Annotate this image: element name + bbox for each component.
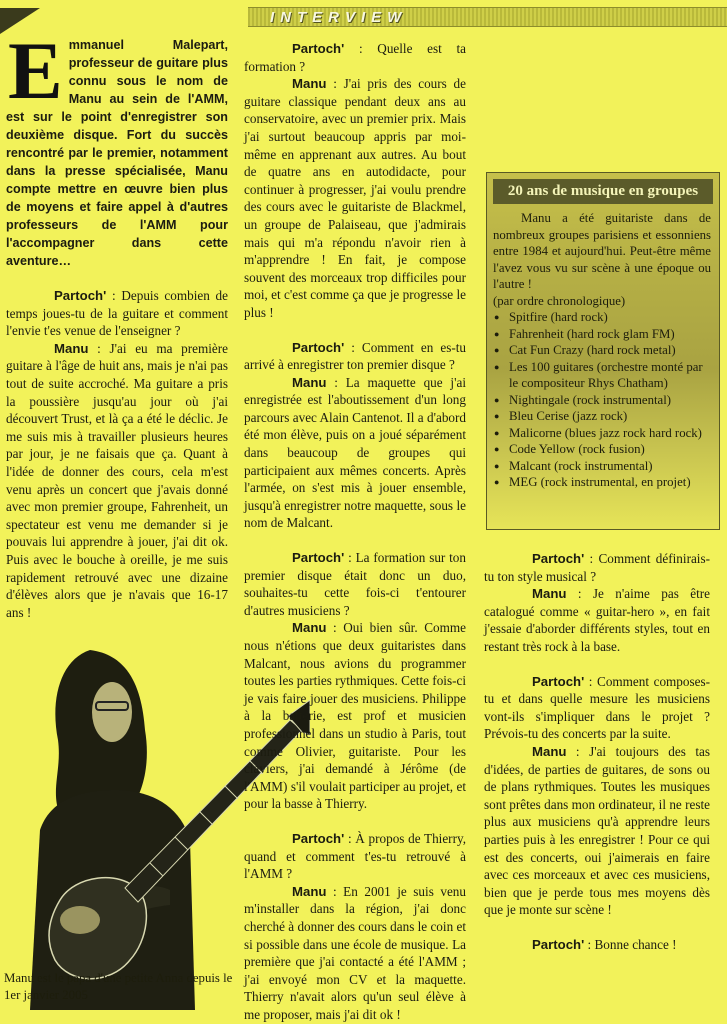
question: Partoch' : Comment définirais-tu ton style musical ? (484, 551, 710, 584)
list-item: ● MEG (rock instrumental, en projet) (493, 474, 711, 491)
answer: Manu : Je n'aime pas être catalogué comme « guitar-hero », en fait j'essaie d'aborder différents styles, tout en restant très rock à la base. (484, 586, 710, 654)
list-item: ● Bleu Cerise (jazz rock) (493, 408, 711, 425)
answer: Manu : En 2001 je suis venu m'installer dans la région, j'ai donc cherché à donner des cours dans le coin et si possible dans une école de musique. La première que j'ai contacté a été l'AMM ; j'ai envoyé mon CV et la maquette. Thierry n'avait alors qu'un seul élève à me proposer, mais j'ai dit ok ! (244, 883, 466, 1022)
question: Partoch' : Quelle est ta formation ? (244, 41, 466, 74)
list-item: ● Malicorne (blues jazz rock hard rock) (493, 425, 711, 442)
list-item: ● Fahrenheit (hard rock glam FM) (493, 326, 711, 343)
speaker: Partoch' (54, 288, 107, 303)
closing-line: Partoch' : Bonne chance ! (532, 936, 677, 952)
photo-caption: Manu est le papa d'une petite Anna depuis le 1er janvier 2005 (4, 971, 233, 1002)
question: Partoch' : Comment composes-tu et dans quelle mesure les musiciens vont-ils s'impliquer dans le projet ? Prévois-tu des concerts par la suite. (484, 673, 710, 742)
question: Partoch' : À propos de Thierry, quand et comment t'es-tu retrouvé à l'AMM ? (244, 830, 466, 882)
question: Partoch' : La formation sur ton premier disque était donc un duo, souhaites-tu cette fois-ci t'entourer d'autres musiciens ? (244, 550, 466, 618)
sidebar-intro: Manu a été guitariste dans de nombreux groupes parisiens et essonniens entre 1984 et aujourd'hui. Peut-être même l'avez vous vu sur scène à une époque ou l'autre ! (493, 211, 711, 291)
section-header (0, 4, 727, 28)
list-item: ● Les 100 guitares (orchestre monté par le compositeur Rhys Chatham) (493, 359, 711, 392)
intro-text: mmanuel Malepart, professeur de guitare plus connu sous le nom de Manu au sein de l'AMM, est sur le point d'enregistrer son deuxième disque. Fort du succès rencontré par le premier, notamment dans la presse spécialisée, Manu compte mettre en œuvre bien plus de moyens et faire appel à d'autres professeurs de l'AMM pour l'accompagner dans cette aventure… (6, 38, 228, 268)
speaker: Manu (54, 340, 89, 356)
sidebar-title: 20 ans de musique en groupes (493, 179, 713, 204)
question: Partoch' : Comment en es-tu arrivé à enregistrer ton premier disque ? (244, 339, 466, 373)
answer: Manu : La maquette que j'ai enregistrée est l'aboutissement d'un long parcours avec Alain Cantenot. Il a d'abord été mon élève, puis on a joué séparément dans beaucoup de groupes qui participaient aux mêmes concerts. Après l'armée, on s'est mis à jouer ensemble, jusqu'à enregistrer notre maquette, sous le nom de Malcant. (244, 374, 466, 531)
answer: Manu : J'ai eu ma première guitare à l'âge de huit ans, mais je n'ai pas tout de suite accroché. Ma guitare a pris la poussière jusqu'au jour où j'ai découvert Trust, et là ça a été le déclic. Je me suis mis à travailler plusieurs heures par jour, je ne faisais que ça. Quant à l'idée de donner des cours, cela m'est venu après un concert que j'avais donné avec mon premier groupe, Fahrenheit, un spectateur est venu me demander si je pouvais lui apprendre à jouer, j'ai dit ok. Puis avec le bouche à oreille, je me suis rapidement retrouvé avec une dizaine d'élèves alors que je n'avais que 16-17 ans ! (6, 340, 228, 620)
list-item: ● Cat Fun Crazy (hard rock metal) (493, 342, 711, 359)
list-item: ● Code Yellow (rock fusion) (493, 441, 711, 458)
answer: Manu : Oui bien sûr. Comme nous n'étions que deux guitaristes dans Malcant, nous avions du programmer toutes les parties rythmiques. Cette fois-ci je vais faire jouer des musiciens. Philippe à la batterie, est prof et musicien professionnel dans un studio à Paris, tout comme Olivier, guitariste. Pour les claviers, j'ai demandé à Jérôme (de l'AMM) s'il voulait participer au projet, et pour la basse à Thierry. (244, 620, 466, 812)
column-2 (244, 40, 466, 1023)
sidebar-subtitle: (par ordre chronologique) (493, 293, 626, 308)
list-item: ● Nightingale (rock instrumental) (493, 392, 711, 409)
section-title: INTERVIEW (270, 9, 408, 26)
question: Partoch' : Depuis combien de temps joues-tu de la guitare et comment l'envie t'es venue de l'enseigner ? (6, 288, 228, 339)
column-1 (6, 25, 228, 621)
intro-paragraph (6, 25, 228, 270)
answer: Manu : J'ai toujours des tas d'idées, de parties de guitares, de sons ou de plans rythmiques. Toutes les musiques sont prêtes dans mon ordinateur, il ne reste plus aux musiciens qu'à apprendre leurs parties puis à les enregistrer ! Pour ce qui est des concerts, oui j'aimerais en faire avec ces morceaux et avec ces musiciens, bien que je perde tous mes moyens dès que je monte sur scène ! (484, 743, 710, 918)
answer: Manu : J'ai pris des cours de guitare classique pendant deux ans au conservatoire, avec un premier prix. Mais j'ai surtout beaucoup appris par moi-même en apprenant aux autres. Au bout de quatre ans en autodidacte, pour continuer à progresser, j'ai voulu prendre des cours avec le guitariste de Blackmel, un groupe de Palaiseau, que j'admirais mais qui m'a répondu n'avoir rien à m'apprendre ! En fait, je compose souvent des morceaux trop difficiles pour moi, et c'est comme ça que je progresse le plus ! (244, 76, 466, 320)
list-item: ● Spitfire (hard rock) (493, 309, 711, 326)
column-3 (484, 40, 710, 953)
drop-cap: E (8, 25, 63, 116)
list-item: ● Malcant (rock instrumental) (493, 458, 711, 475)
